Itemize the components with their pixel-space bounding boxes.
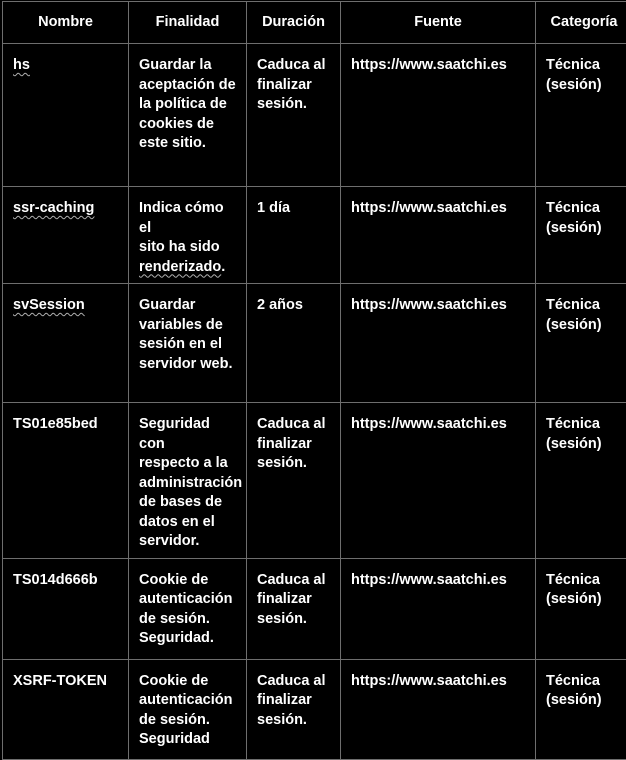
duration-line: 2 años <box>257 297 303 313</box>
purpose-line: Seguridad. <box>139 630 214 646</box>
purpose-line: de sesión. <box>139 712 210 728</box>
cookie-name-cell <box>3 659 129 759</box>
purpose-line: autenticación <box>139 591 232 607</box>
purpose-cell <box>129 659 247 759</box>
cookie-name: TS01e85bed <box>13 416 98 432</box>
category-line: Técnica <box>546 297 600 313</box>
source-cell <box>341 558 536 659</box>
table-row <box>3 403 626 559</box>
purpose-line: renderizado <box>139 259 221 275</box>
cookie-name: ssr-caching <box>13 200 94 216</box>
duration-line: Caduca al <box>257 572 326 588</box>
purpose-line: cookies de <box>139 116 214 132</box>
cookie-name-cell <box>3 187 129 284</box>
cookie-name-cell <box>3 403 129 559</box>
source-url: https://www.saatchi.es <box>351 297 507 313</box>
duration-line: sesión. <box>257 712 307 728</box>
header-finalidad: Finalidad <box>129 2 247 44</box>
purpose-cell <box>129 44 247 187</box>
header-row <box>3 2 626 44</box>
purpose-line: variables de <box>139 317 223 333</box>
duration-line: finalizar <box>257 591 312 607</box>
purpose-line: este sitio. <box>139 135 206 151</box>
header-duracion: Duración <box>247 2 341 44</box>
category-line: (sesión) <box>546 220 602 236</box>
header-categoria: Categoría <box>536 2 626 44</box>
purpose-line: sito ha sido <box>139 239 220 255</box>
purpose-line: la política de <box>139 96 227 112</box>
purpose-cell <box>129 403 247 559</box>
source-cell <box>341 187 536 284</box>
table-row <box>3 284 626 403</box>
duration-cell <box>247 284 341 403</box>
category-line: (sesión) <box>546 692 602 708</box>
source-url: https://www.saatchi.es <box>351 673 507 689</box>
cookie-name-cell <box>3 284 129 403</box>
duration-line: Caduca al <box>257 416 326 432</box>
purpose-line: servidor. <box>139 533 199 549</box>
purpose-line: autenticación <box>139 692 232 708</box>
category-cell <box>536 659 626 759</box>
purpose-line: respecto a la <box>139 455 228 471</box>
category-line: Técnica <box>546 673 600 689</box>
category-line: Técnica <box>546 57 600 73</box>
cookie-table <box>2 1 626 760</box>
source-cell <box>341 659 536 759</box>
cookie-name: hs <box>13 57 30 73</box>
duration-cell <box>247 659 341 759</box>
duration-cell <box>247 558 341 659</box>
category-cell <box>536 284 626 403</box>
category-line: (sesión) <box>546 591 602 607</box>
category-line: Técnica <box>546 572 600 588</box>
cookie-name: svSession <box>13 297 85 313</box>
header-nombre: Nombre <box>3 2 129 44</box>
duration-line: Caduca al <box>257 673 326 689</box>
duration-line: finalizar <box>257 77 312 93</box>
duration-cell <box>247 187 341 284</box>
source-cell <box>341 284 536 403</box>
source-url: https://www.saatchi.es <box>351 416 507 432</box>
duration-cell <box>247 403 341 559</box>
purpose-line: Guardar <box>139 297 195 313</box>
purpose-line: de sesión. <box>139 611 210 627</box>
purpose-cell <box>129 284 247 403</box>
purpose-line: Guardar la <box>139 57 212 73</box>
table-row <box>3 659 626 759</box>
category-cell <box>536 187 626 284</box>
category-cell <box>536 403 626 559</box>
source-url: https://www.saatchi.es <box>351 57 507 73</box>
purpose-line: Cookie de <box>139 572 208 588</box>
duration-line: Caduca al <box>257 57 326 73</box>
cookie-name-cell <box>3 44 129 187</box>
purpose-line: Seguridad <box>139 731 210 747</box>
category-line: (sesión) <box>546 436 602 452</box>
cookie-name-cell <box>3 558 129 659</box>
duration-cell <box>247 44 341 187</box>
category-line: Técnica <box>546 416 600 432</box>
duration-line: sesión. <box>257 611 307 627</box>
purpose-punctuation: . <box>221 259 225 275</box>
purpose-line: datos en el <box>139 514 215 530</box>
duration-line: finalizar <box>257 436 312 452</box>
purpose-line: Indica cómo el <box>139 200 224 236</box>
purpose-line: Cookie de <box>139 673 208 689</box>
purpose-cell <box>129 558 247 659</box>
category-cell <box>536 558 626 659</box>
cookie-name: TS014d666b <box>13 572 98 588</box>
category-line: (sesión) <box>546 77 602 93</box>
duration-line: finalizar <box>257 692 312 708</box>
purpose-line: administración <box>139 475 242 491</box>
cookie-name: XSRF-TOKEN <box>13 673 107 689</box>
source-url: https://www.saatchi.es <box>351 572 507 588</box>
duration-line: sesión. <box>257 96 307 112</box>
purpose-cell <box>129 187 247 284</box>
category-line: (sesión) <box>546 317 602 333</box>
purpose-line: de bases de <box>139 494 222 510</box>
purpose-line: Seguridad con <box>139 416 210 452</box>
source-cell <box>341 403 536 559</box>
table-row <box>3 44 626 187</box>
category-line: Técnica <box>546 200 600 216</box>
duration-line: sesión. <box>257 455 307 471</box>
table-row <box>3 558 626 659</box>
purpose-line: sesión en el <box>139 336 222 352</box>
category-cell <box>536 44 626 187</box>
source-cell <box>341 44 536 187</box>
table-row <box>3 187 626 284</box>
source-url: https://www.saatchi.es <box>351 200 507 216</box>
duration-line: 1 día <box>257 200 290 216</box>
purpose-line: aceptación de <box>139 77 236 93</box>
purpose-line: servidor web. <box>139 356 232 372</box>
header-fuente: Fuente <box>341 2 536 44</box>
